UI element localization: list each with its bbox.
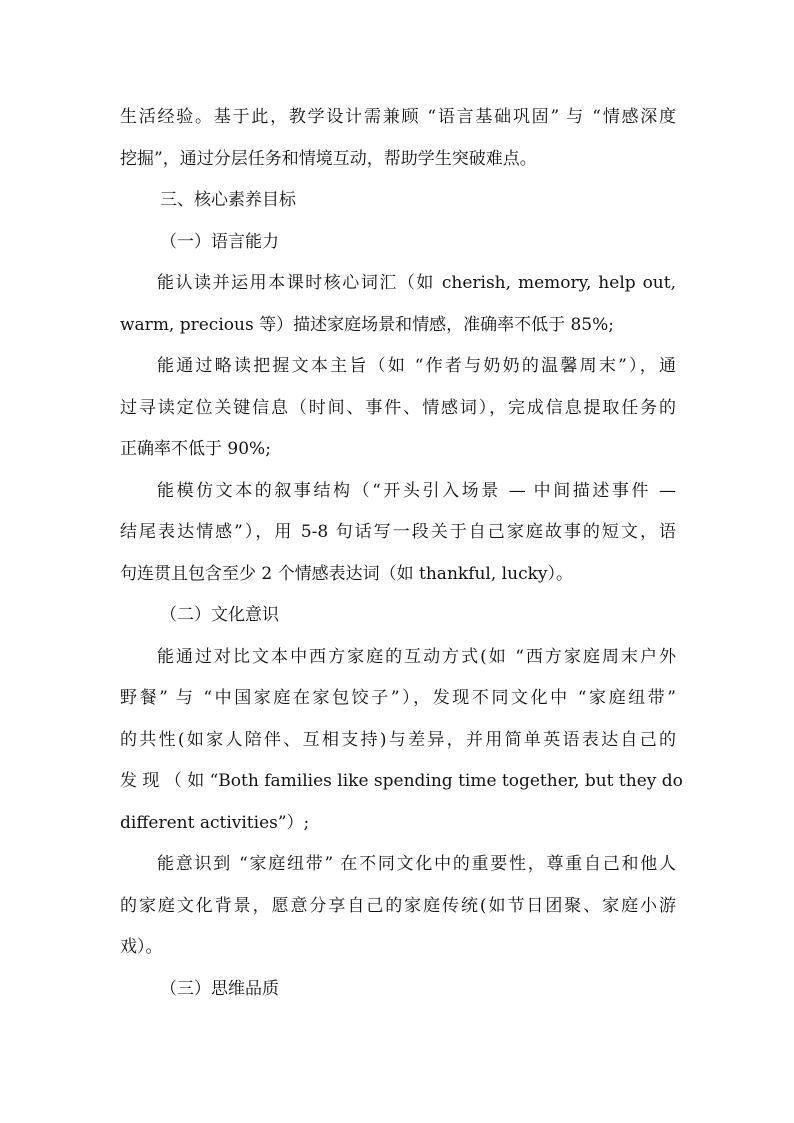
text-line: 能通过略读把握文本主旨（如 “作者与奶奶的温馨周末”），通 xyxy=(157,356,676,376)
text-line: 野餐” 与 “中国家庭在家包饺子”），发现不同文化中 “家庭纽带” xyxy=(120,688,676,708)
text-line: different activities”）; xyxy=(120,812,310,833)
document-body xyxy=(120,97,683,1010)
section-heading: （三）思维品质 xyxy=(160,978,279,999)
text-line: 正确率不低于 90%; xyxy=(120,439,271,459)
text-line: 的共性(如家人陪伴、互相支持)与差异，并用简单英语表达自己的 xyxy=(120,729,676,750)
text-line: 能意识到 “家庭纽带” 在不同文化中的重要性，尊重自己和他人 xyxy=(157,854,676,874)
text-line: 能通过对比文本中西方家庭的互动方式(如 “西方家庭周末户外 xyxy=(157,646,676,667)
text-line: 能模仿文本的叙事结构（“开头引入场景 — 中间描述事件 — xyxy=(157,480,676,501)
text-line: 句连贯且包含至少 2 个情感表达词（如 thankful, lucky）。 xyxy=(120,563,573,584)
text-line: 挖掘”，通过分层任务和情境互动，帮助学生突破难点。 xyxy=(120,148,537,169)
text-line: 的家庭文化背景，愿意分享自己的家庭传统(如节日团聚、家庭小游 xyxy=(120,895,676,916)
text-line: warm, precious 等）描述家庭场景和情感，准确率不低于 85%; xyxy=(120,314,614,335)
text-line: 过寻读定位关键信息（时间、事件、情感词），完成信息提取任务的 xyxy=(120,397,676,418)
text-line: 结尾表达情感”），用 5-8 句话写一段关于自己家庭故事的短文，语 xyxy=(120,522,676,542)
section-heading: （一）语言能力 xyxy=(160,231,279,252)
text-line: 戏）。 xyxy=(120,937,163,957)
text-line: 发 现 （ 如 “Both families like spending time together, but they do xyxy=(120,771,683,791)
text-line: 能认读并运用本课时核心词汇（如 cherish, memory, help out, xyxy=(157,273,676,293)
text-line: 生活经验。基于此，教学设计需兼顾 “语言基础巩固” 与 “情感深度 xyxy=(120,107,676,127)
section-heading: 三、核心素养目标 xyxy=(160,190,296,210)
section-heading: （二）文化意识 xyxy=(160,605,279,625)
